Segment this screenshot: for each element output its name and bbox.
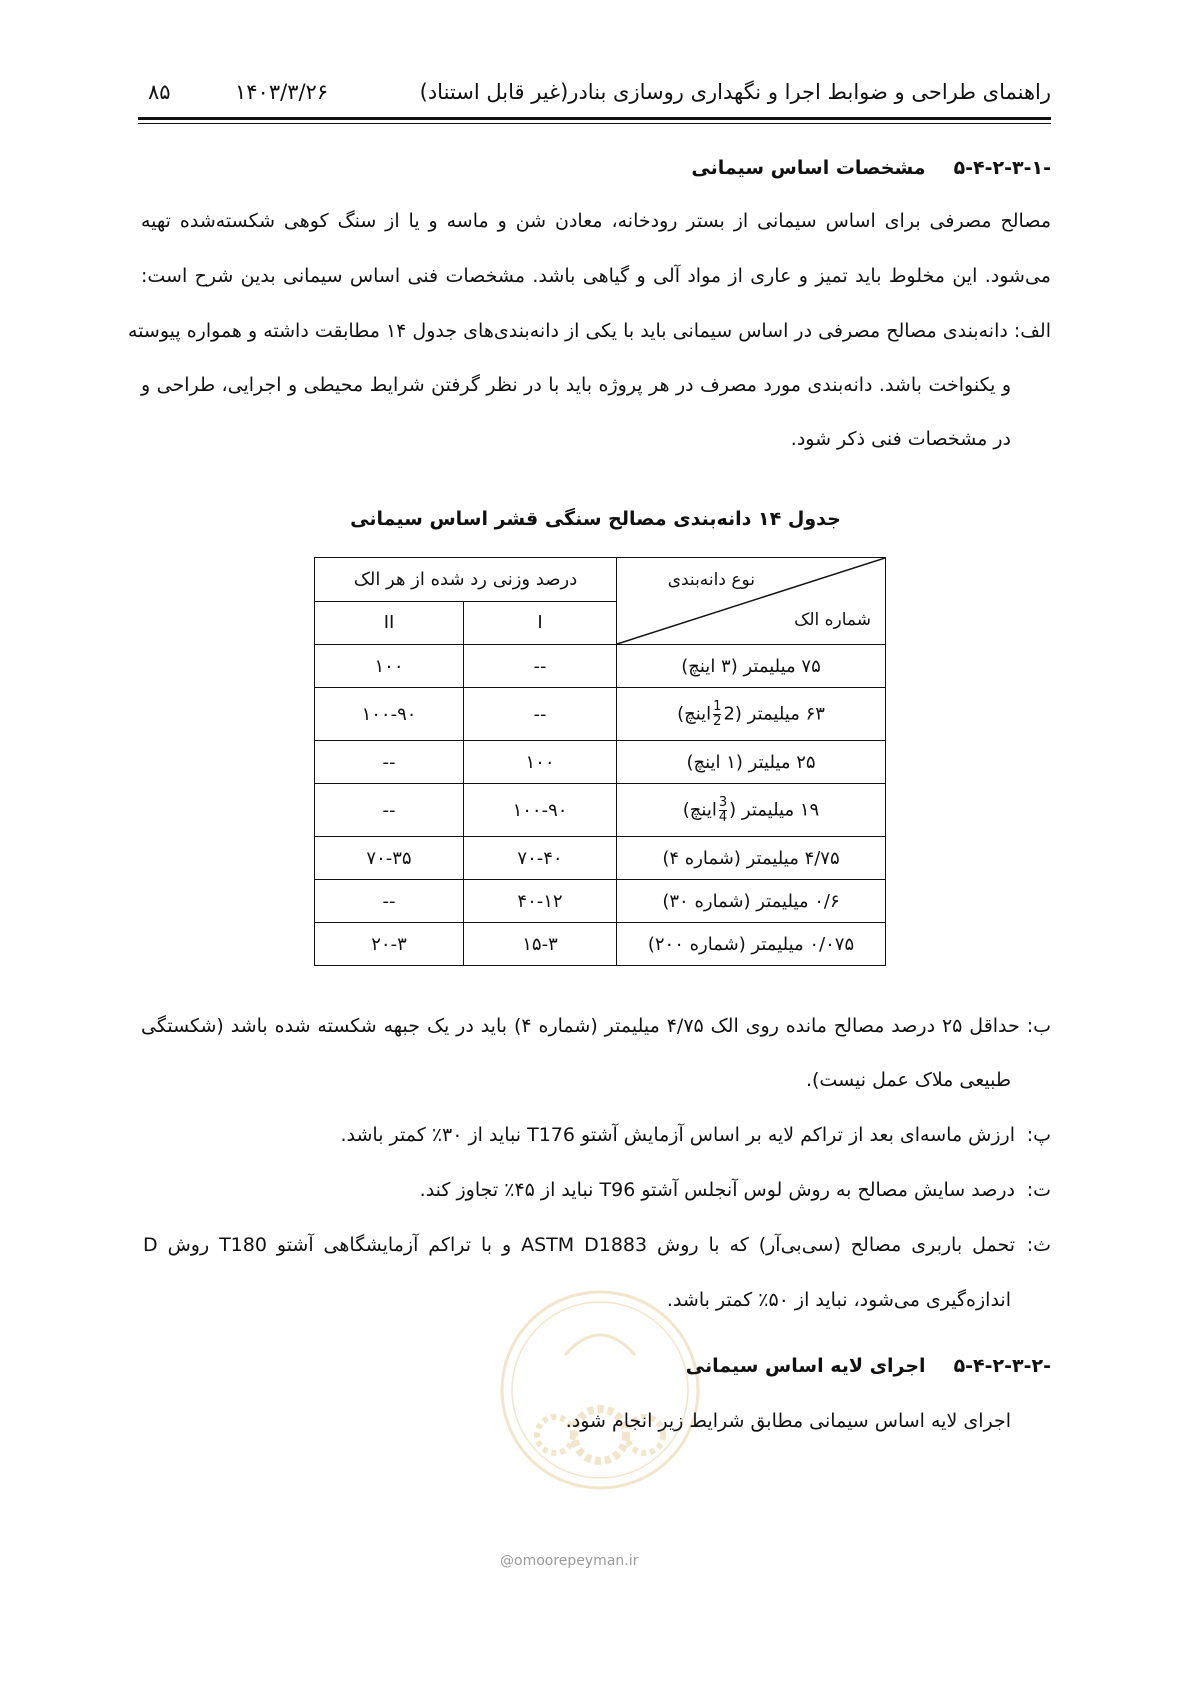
sieve-text: ۱۹ میلیمتر ( — [729, 799, 820, 820]
table-caption: جدول ۱۴ دانه‌بندی مصالح سنگی قشر اساس سیمانی — [350, 508, 841, 530]
list-marker: پ: — [1026, 1124, 1051, 1146]
section-number: -۵-۴-۲-۳-۲ — [953, 1355, 1051, 1377]
fraction — [713, 700, 721, 729]
list-marker: ت: — [1026, 1179, 1051, 1201]
grading-I-cell: ۱۰۰ — [464, 741, 617, 784]
table-row — [315, 923, 886, 966]
list-item-se — [141, 1234, 1051, 1256]
section-heading-1 — [691, 157, 1051, 179]
list-text: ارزش ماسه‌ای بعد از تراکم لایه بر اساس آزمایش آشتو T176 نباید از ۳۰٪ کمتر باشد. — [340, 1124, 1015, 1146]
fraction — [719, 796, 727, 825]
list-item-pe — [340, 1124, 1051, 1146]
header-rule-thin — [138, 123, 1051, 124]
sieve-integer: 2 — [723, 703, 735, 724]
grading-I-cell: ۱۰۰-۹۰ — [464, 784, 617, 837]
list-item-be-cont: طبیعی ملاک عمل نیست). — [805, 1069, 1011, 1091]
grading-II-cell: ۱۰۰-۹۰ — [315, 688, 464, 741]
fraction-denominator: 4 — [718, 809, 728, 825]
paragraph-line: اجرای لایه اساس سیمانی مطابق شرایط زیر انجام شود. — [565, 1410, 1011, 1432]
header-title: راهنمای طراحی و ضوابط اجرا و نگهداری روسازی بنادر(غیر قابل استناد) — [419, 80, 1051, 104]
grading-I-cell: -- — [464, 645, 617, 688]
grading-II-cell: -- — [315, 880, 464, 923]
table-row — [315, 837, 886, 880]
grading-II-cell: -- — [315, 784, 464, 837]
sieve-text: اینچ) — [682, 799, 717, 820]
fraction-numerator: 3 — [718, 794, 728, 810]
list-text: درصد سایش مصالح به روش لوس آنجلس آشتو T96 نباید از ۴۵٪ تجاوز کند. — [419, 1179, 1015, 1201]
watermark-logo — [495, 1285, 705, 1495]
grading-I-cell: -- — [464, 688, 617, 741]
list-item-be: ب: حداقل ۲۵ درصد مصالح مانده روی الک ۴/۷۵ میلیمتر (شماره ۴) باید در یک جبهه شکسته شده باشد (شکستگی — [141, 1015, 1051, 1037]
watermark-text: @omoorepeyman.ir — [500, 1553, 639, 1569]
sieve-cell — [617, 688, 886, 741]
fraction-denominator: 2 — [713, 713, 722, 729]
grading-II-cell: ۱۰۰ — [315, 645, 464, 688]
table-header-sieve: شماره الک — [794, 610, 871, 630]
list-item-alef: الف: دانه‌بندی مصالح مصرفی در اساس سیمانی باید با یکی از دانه‌بندی‌های جدول ۱۴ مطابقت داشته و همواره پیوسته — [128, 320, 1051, 342]
table-row — [315, 784, 886, 837]
paragraph-line: مصالح مصرفی برای اساس سیمانی از بستر رودخانه، معادن شن و ماسه و یا از سنگ کوهی شکسته‌شده تهیه — [141, 210, 1051, 232]
grading-II-cell: ۷۰-۳۵ — [315, 837, 464, 880]
section-number: -۵-۴-۲-۳-۱ — [953, 157, 1051, 179]
gradation-table — [314, 557, 886, 966]
list-item-se-cont: اندازه‌گیری می‌شود، نباید از ۵۰٪ کمتر باشد. — [666, 1289, 1011, 1311]
table-header-percent: درصد وزنی رد شده از هر الک — [315, 558, 617, 602]
section-heading-2 — [686, 1355, 1051, 1377]
grading-I-cell: ۴۰-۱۲ — [464, 880, 617, 923]
sieve-cell: ۰/۰۷۵ میلیمتر (شماره ۲۰۰) — [617, 923, 886, 966]
sieve-cell — [617, 784, 886, 837]
list-item-alef-cont: در مشخصات فنی ذکر شود. — [790, 428, 1011, 450]
table-header-type: نوع دانه‌بندی — [667, 570, 755, 590]
section-title: مشخصات اساس سیمانی — [691, 157, 926, 179]
header-rule-thick — [138, 117, 1051, 120]
list-text: تحمل باربری مصالح (سی‌بی‌آر) که با روش ASTM D1883 و با تراکم آزمایشگاهی آشتو T180 روش D — [143, 1234, 1015, 1256]
table-header-I: I — [464, 601, 617, 645]
table-header-diagonal — [617, 558, 886, 645]
list-item-te — [420, 1179, 1051, 1201]
table-row — [315, 645, 886, 688]
list-item-alef-cont: و یکنواخت باشد. دانه‌بندی مورد مصرف در هر پروژه باید با در نظر گرفتن شرایط محیطی و اجرایی، طراحی و — [141, 374, 1011, 396]
sieve-cell: ۲۵ میلیتر (۱ اینچ) — [617, 741, 886, 784]
sieve-cell: ۴/۷۵ میلیمتر (شماره ۴) — [617, 837, 886, 880]
section-title: اجرای لایه اساس سیمانی — [685, 1355, 926, 1377]
list-marker: ث: — [1026, 1234, 1051, 1256]
grading-I-cell: ۷۰-۴۰ — [464, 837, 617, 880]
sieve-cell: ۰/۶ میلیمتر (شماره ۳۰) — [617, 880, 886, 923]
table-header-II: II — [315, 601, 464, 645]
grading-I-cell: ۱۵-۳ — [464, 923, 617, 966]
fraction-numerator: 1 — [713, 698, 722, 714]
sieve-cell: ۷۵ میلیمتر (۳ اینچ) — [617, 645, 886, 688]
page-number: ۸۵ — [148, 80, 171, 104]
header-date: ۱۴۰۳/۳/۲۶ — [235, 80, 329, 104]
table-row — [315, 741, 886, 784]
sieve-text: اینچ) — [677, 703, 712, 724]
paragraph-line: می‌شود. این مخلوط باید تمیز و عاری از مواد آلی و گیاهی باشد. مشخصات فنی اساس سیمانی بدین شرح است: — [141, 265, 1051, 287]
grading-II-cell: ۲۰-۳ — [315, 923, 464, 966]
sieve-text: ۶۳ میلیمتر ( — [734, 703, 825, 724]
table-row — [315, 880, 886, 923]
table-row — [315, 688, 886, 741]
grading-II-cell: -- — [315, 741, 464, 784]
